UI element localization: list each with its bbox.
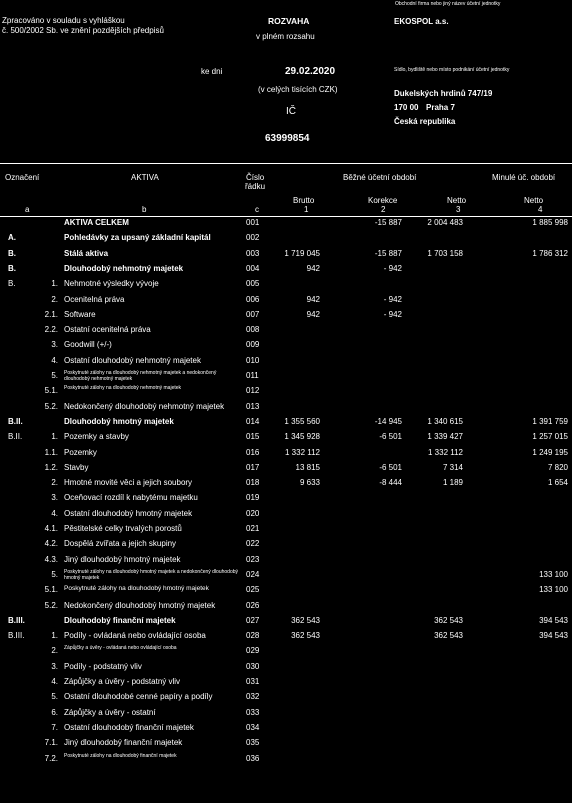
document-title: ROZVAHA [268, 16, 310, 26]
row-line-number: 017 [246, 462, 260, 472]
row-netto-previous: 1 257 015 [532, 432, 568, 442]
row-brutto: 1 719 045 [284, 248, 320, 258]
row-netto: 1 339 427 [427, 432, 463, 442]
row-label: Poskytnuté zálohy na dlouhodobý hmotný majetek [64, 585, 209, 593]
row-number: 1. [51, 432, 58, 442]
row-number: 3. [51, 661, 58, 671]
row-line-number: 008 [246, 325, 260, 335]
row-label: Hmotné movité věci a jejich soubory [64, 478, 193, 488]
table-row [0, 754, 572, 768]
row-label: Poskytnuté zálohy na dlouhodobý finanční majetek [64, 752, 177, 759]
row-designation: A. [8, 233, 16, 243]
company-country: Česká republika [394, 117, 456, 126]
row-line-number: 026 [246, 600, 260, 610]
header-top-rule [0, 163, 572, 164]
row-number: 5.2. [44, 600, 58, 610]
col-label-a: a [25, 205, 30, 214]
table-row [0, 509, 572, 523]
row-korekce: - 942 [383, 309, 402, 319]
col-header-radku: řádku [245, 182, 266, 191]
row-line-number: 024 [246, 569, 260, 579]
row-label: Podíly - podstatný vliv [64, 661, 142, 671]
table-row [0, 279, 572, 293]
row-netto-previous: 133 100 [539, 585, 568, 595]
table-row [0, 692, 572, 706]
row-line-number: 027 [246, 615, 260, 625]
table-row [0, 463, 572, 477]
row-number: 5.1. [44, 585, 58, 595]
row-number: 5. [51, 371, 58, 380]
row-number: 2. [51, 478, 58, 488]
row-korekce: - 942 [383, 294, 402, 304]
row-line-number: 033 [246, 707, 260, 717]
row-label: Nedokončený dlouhodobý hmotný majetek [64, 600, 216, 610]
row-number: 5.2. [44, 401, 58, 411]
row-label: Poskytnuté zálohy na dlouhodobý nehmotný majetek [64, 385, 182, 392]
row-label: Ostatní dlouhodobý hmotný majetek [64, 508, 193, 518]
row-label: AKTIVA CELKEM [64, 218, 129, 227]
row-netto-previous: 1 391 759 [532, 416, 568, 426]
ic-label: IČ [286, 106, 296, 117]
table-row [0, 524, 572, 538]
row-number: 3. [51, 340, 58, 350]
row-number: 4.1. [44, 524, 58, 533]
row-line-number: 036 [246, 753, 260, 763]
row-label: Goodwill (+/-) [64, 340, 112, 350]
row-line-number: 012 [246, 386, 260, 396]
table-row [0, 723, 572, 737]
currency-note: (v celých tisících CZK) [258, 85, 338, 94]
ic-value: 63999854 [265, 133, 310, 144]
row-label: Ostatní dlouhodobý finanční majetek [64, 722, 194, 732]
company-city: Praha 7 [426, 103, 455, 112]
row-netto: 1 703 158 [427, 248, 463, 258]
row-label: Stálá aktiva [64, 248, 109, 258]
row-line-number: 019 [246, 493, 260, 503]
row-designation: B.III. [8, 615, 25, 625]
company-street: Dukelských hrdinů 747/19 [394, 89, 493, 98]
table-row [0, 402, 572, 416]
date-label: ke dni [201, 67, 223, 76]
row-number: 4. [51, 677, 58, 686]
row-number: 2.1. [44, 309, 58, 319]
col-label-3: 3 [456, 205, 461, 214]
table-row [0, 616, 572, 630]
table-row [0, 631, 572, 645]
row-number: 4. [51, 355, 58, 365]
row-line-number: 011 [246, 371, 259, 380]
col-header-netto-prev: Netto [524, 196, 544, 205]
row-label: Ostatní dlouhodobý nehmotný majetek [64, 355, 201, 365]
row-line-number: 035 [246, 738, 260, 748]
row-netto-previous: 1 654 [547, 478, 568, 488]
row-netto-previous: 133 100 [539, 569, 568, 579]
row-line-number: 031 [246, 677, 260, 686]
row-designation: B. [8, 279, 16, 289]
table-row [0, 708, 572, 722]
table-row [0, 371, 572, 385]
col-header-netto: Netto [447, 196, 467, 205]
row-designation: B. [8, 263, 16, 273]
row-line-number: 016 [246, 447, 260, 457]
col-header-cislo: Číslo [246, 173, 265, 182]
row-number: 4.2. [44, 539, 58, 549]
row-number: 4.3. [44, 554, 58, 564]
row-label: Ocenitelná práva [64, 294, 125, 304]
table-row [0, 340, 572, 354]
row-number: 7.1. [44, 738, 58, 748]
row-line-number: 009 [246, 340, 260, 350]
address-note: Sídlo, bydliště nebo místo podnikání účetní jednotky [394, 67, 510, 73]
row-line-number: 010 [246, 355, 260, 365]
row-korekce: -8 444 [379, 478, 402, 488]
row-line-number: 023 [246, 554, 260, 564]
row-label: Jiný dlouhodobý hmotný majetek [64, 554, 181, 564]
row-brutto: 942 [306, 263, 320, 273]
row-line-number: 025 [246, 585, 260, 595]
company-zip: 170 00 [394, 103, 419, 112]
col-label-c: c [255, 205, 259, 214]
row-label: Zápůjčky a úvěry - podstatný vliv [64, 677, 181, 686]
row-label: Pozemky [64, 447, 97, 457]
row-netto: 2 004 483 [427, 218, 463, 227]
row-netto: 1 189 [442, 478, 463, 488]
table-row [0, 295, 572, 309]
table-row [0, 738, 572, 752]
row-number: 5. [51, 569, 58, 579]
row-label: Pozemky a stavby [64, 432, 129, 442]
row-line-number: 018 [246, 478, 260, 488]
row-label: Nedokončený dlouhodobý nehmotný majetek [64, 401, 225, 411]
row-line-number: 002 [246, 233, 260, 243]
top-note: Obchodní firma nebo jiný název účetní jednotky [395, 1, 501, 7]
row-line-number: 014 [246, 416, 260, 426]
legal-line-1: Zpracováno v souladu s vyhláškou [2, 16, 125, 25]
table-row [0, 432, 572, 446]
row-brutto: 362 543 [291, 631, 320, 641]
row-line-number: 004 [246, 263, 260, 273]
row-label: Dlouhodobý finanční majetek [64, 615, 176, 625]
row-label: Nehmotné výsledky vývoje [64, 279, 159, 289]
table-row [0, 478, 572, 492]
row-brutto: 942 [306, 309, 320, 319]
row-label: Dospělá zvířata a jejich skupiny [64, 539, 177, 549]
row-label: Oceňovací rozdíl k nabytému majetku [64, 493, 198, 503]
table-row [0, 539, 572, 553]
col-header-oznaceni: Označení [5, 173, 40, 182]
row-label: Podíly - ovládaná nebo ovládající osoba [64, 631, 206, 641]
col-header-previous-period: Minulé úč. období [492, 173, 556, 182]
col-header-current-period: Běžné účetní období [343, 173, 417, 182]
row-line-number: 013 [246, 401, 260, 411]
row-number: 1. [51, 279, 58, 289]
row-label: Poskytnuté zálohy na dlouhodobý nehmotný majetek a nedokončený dlouhodobý nehmotný majetek [64, 370, 217, 382]
row-netto-previous: 394 543 [539, 615, 568, 625]
legal-line-2: č. 500/2002 Sb. ve znění pozdějších předpisů [2, 26, 164, 35]
row-brutto: 362 543 [291, 615, 320, 625]
row-korekce: -15 887 [374, 218, 402, 227]
row-label: Poskytnuté zálohy na dlouhodobý hmotný majetek a nedokončený dlouhodobý hmotný majetek [64, 568, 239, 581]
row-korekce: -6 501 [379, 462, 402, 472]
row-line-number: 015 [246, 432, 260, 442]
table-row [0, 386, 572, 400]
balance-date: 29.02.2020 [285, 66, 336, 77]
table-row [0, 601, 572, 615]
row-line-number: 029 [246, 646, 260, 656]
row-netto-previous: 394 543 [539, 631, 568, 641]
row-brutto: 13 815 [295, 462, 320, 472]
col-header-brutto: Brutto [293, 196, 315, 205]
row-netto: 362 543 [434, 631, 463, 641]
col-label-2: 2 [381, 205, 386, 214]
row-label: Stavby [64, 462, 89, 472]
row-netto-previous: 1 249 195 [532, 447, 568, 457]
row-line-number: 021 [246, 524, 260, 533]
row-number: 2.2. [44, 325, 58, 335]
row-line-number: 034 [246, 722, 260, 732]
row-label: Zápůjčky a úvěry - ovládaná nebo ovládající osoba [64, 645, 177, 652]
row-korekce: - 942 [383, 263, 402, 273]
row-line-number: 005 [246, 279, 260, 289]
row-number: 7.2. [44, 753, 58, 763]
table-row [0, 677, 572, 691]
table-row [0, 249, 572, 263]
row-number: 2. [51, 646, 58, 656]
row-number: 1.1. [44, 447, 58, 457]
table-row [0, 448, 572, 462]
table-row [0, 585, 572, 599]
row-netto: 7 314 [442, 462, 463, 472]
row-brutto: 1 345 928 [284, 432, 320, 442]
header-bottom-rule [0, 216, 572, 217]
col-header-korekce: Korekce [368, 196, 398, 205]
row-brutto: 1 332 112 [285, 447, 320, 457]
row-designation: B. [8, 248, 16, 258]
row-label: Ostatní ocenitelná práva [64, 325, 151, 335]
row-designation: B.III. [8, 631, 25, 641]
row-number: 7. [51, 722, 58, 732]
row-line-number: 028 [246, 631, 260, 641]
row-netto-previous: 1 885 998 [532, 218, 568, 227]
row-line-number: 022 [246, 539, 260, 549]
row-designation: B.II. [8, 416, 23, 426]
company-name: EKOSPOL a.s. [394, 17, 449, 26]
col-label-4: 4 [538, 205, 543, 214]
row-brutto: 942 [306, 294, 320, 304]
row-number: 5. [51, 692, 58, 702]
row-line-number: 006 [246, 294, 260, 304]
row-line-number: 007 [246, 309, 260, 319]
table-row [0, 325, 572, 339]
table-row [0, 417, 572, 431]
row-number: 6. [51, 707, 58, 717]
row-netto: 1 332 112 [428, 447, 463, 457]
row-number: 2. [51, 294, 58, 304]
document-subtitle: v plném rozsahu [256, 32, 315, 41]
table-row [0, 356, 572, 370]
row-netto-previous: 1 786 312 [532, 248, 568, 258]
row-korekce: -15 887 [374, 248, 402, 258]
table-row [0, 646, 572, 660]
table-row [0, 570, 572, 584]
row-line-number: 001 [246, 218, 260, 227]
row-line-number: 003 [246, 248, 260, 258]
col-label-1: 1 [304, 205, 309, 214]
row-label: Jiný dlouhodobý finanční majetek [64, 738, 183, 748]
row-brutto: 1 355 560 [284, 416, 320, 426]
row-label: Dlouhodobý hmotný majetek [64, 416, 174, 426]
table-row [0, 555, 572, 569]
table-row [0, 310, 572, 324]
row-line-number: 030 [246, 661, 260, 671]
col-header-aktiva: AKTIVA [131, 173, 159, 182]
row-netto: 1 340 615 [427, 416, 463, 426]
row-netto-previous: 7 820 [547, 462, 568, 472]
col-label-b: b [142, 205, 147, 214]
row-brutto: 9 633 [299, 478, 320, 488]
row-line-number: 032 [246, 692, 260, 702]
table-row [0, 218, 572, 232]
row-number: 4. [51, 508, 58, 518]
row-number: 3. [51, 493, 58, 503]
row-number: 1. [51, 631, 58, 641]
row-label: Dlouhodobý nehmotný majetek [64, 263, 184, 273]
table-row [0, 233, 572, 247]
row-korekce: -14 945 [374, 416, 402, 426]
table-row [0, 662, 572, 676]
row-designation: B.II. [8, 432, 23, 442]
row-korekce: -6 501 [379, 432, 402, 442]
row-line-number: 020 [246, 508, 260, 518]
row-number: 1.2. [44, 462, 58, 472]
row-label: Pěstitelské celky trvalých porostů [64, 524, 182, 533]
row-number: 5.1. [44, 386, 58, 396]
table-row [0, 493, 572, 507]
row-label: Zápůjčky a úvěry - ostatní [64, 707, 156, 717]
row-netto: 362 543 [434, 615, 463, 625]
row-label: Pohledávky za upsaný základní kapitál [64, 233, 211, 243]
row-label: Ostatní dlouhodobé cenné papíry a podíly [64, 692, 213, 702]
row-label: Software [64, 309, 96, 319]
table-row [0, 264, 572, 278]
